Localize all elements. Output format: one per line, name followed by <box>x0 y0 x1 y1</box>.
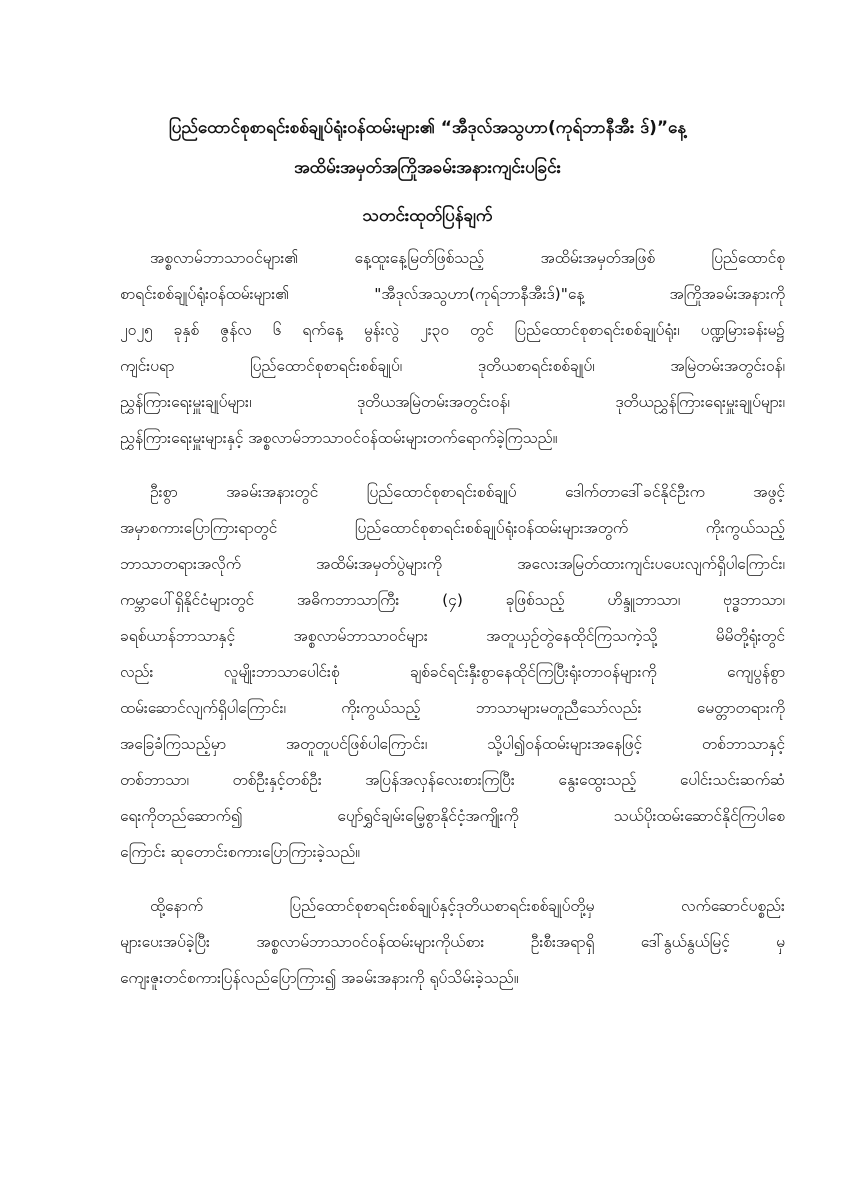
paragraph-line: ကျင်းပရာ ပြည်ထောင်စုစာရင်းစစ်ချုပ်၊ ဒုတိယစာရင်းစစ်ချုပ်၊ အမြဲတမ်းအတွင်းဝန်၊ <box>120 357 785 375</box>
paragraph-line: အမှာစကားပြောကြားရာတွင် ပြည်ထောင်စုစာရင်းစစ်ချုပ်ရုံးဝန်ထမ်းများအတွက် ကိုးကွယ်သည့် <box>120 519 785 537</box>
paragraph-line: ဦးစွာ အခမ်းအနားတွင် ပြည်ထောင်စုစာရင်းစစ်ချုပ် ဒေါက်တာဒေါ်ခင်နိုင်ဦးက အဖွင့် <box>150 483 785 501</box>
paragraph-line: ညွှန်ကြားရေးမှူးများနှင့် အစ္စလာမ်ဘာသာဝင်ဝန်ထမ်းများတက်ရောက်ခဲ့ကြသည်။ <box>120 429 558 447</box>
paragraph-line: ခရစ်ယာန်ဘာသာနှင့် အစ္စလာမ်ဘာသာဝင်များ အတူယှဉ်တွဲနေထိုင်ကြသကဲ့သို့ မိမိတို့ရုံးတွင် <box>120 627 785 645</box>
paragraph-line: ထို့နောက် ပြည်ထောင်စုစာရင်းစစ်ချုပ်နှင့်ဒုတိယစာရင်းစစ်ချုပ်တို့မှ လက်ဆောင်ပစ္စည်း <box>150 897 785 915</box>
document-title-line-2: အထိမ်းအမှတ်အကြိုအခမ်းအနားကျင်းပခြင်း <box>294 158 561 178</box>
paragraph-3 <box>120 888 785 996</box>
paragraph-line: လည်း လူမျိုးဘာသာပေါင်းစုံ ချစ်ခင်ရင်းနှီးစွာနေထိုင်ကြပြီးရုံးတာဝန်များကို ကျေပွန်စွာ <box>120 663 785 681</box>
document-subtitle: သတင်းထုတ်ပြန်ချက် <box>362 206 493 226</box>
paragraph-line: များပေးအပ်ခဲ့ပြီး အစ္စလာမ်ဘာသာဝင်ဝန်ထမ်းများကိုယ်စား ဦးစီးအရာရှိ ဒေါ်နွယ်နွယ်မြင့် မှ <box>120 933 785 951</box>
paragraph-line: စာရင်းစစ်ချုပ်ရုံးဝန်ထမ်းများ၏ "အီဒုလ်အသွဟာ(ကုရ်ဘာနီအီးဒ်)"နေ့ အကြိုအခမ်းအနားကို <box>120 285 785 303</box>
document-body <box>120 240 785 1014</box>
document-title-line-1: ပြည်ထောင်စုစာရင်းစစ်ချုပ်ရုံးဝန်ထမ်းများ၏ “အီဒုလ်အသွဟာ(ကုရ်ဘာနီအီး ဒ်)”နေ့ <box>168 118 687 138</box>
paragraph-line: ၂၀၂၅ ခုနှစ် ဇွန်လ ၆ ရက်နေ့ မွန်းလွဲ ၂း၃၀ တွင် ပြည်ထောင်စုစာရင်းစစ်ချုပ်ရုံး၊ ပဏ္ဍမြားခန်းမ၌ <box>120 321 785 339</box>
paragraph-line: ကျေးဇူးတင်စကားပြန်လည်ပြောကြား၍ အခမ်းအနားကို ရုပ်သိမ်းခဲ့သည်။ <box>120 969 519 987</box>
paragraph-line: ကမ္ဘာပေါ်ရှိနိုင်ငံများတွင် အဓိကဘာသာကြီး (၄) ခုဖြစ်သည့် ဟိန္ဒူဘာသာ၊ ဗုဒ္ဓဘာသာ၊ <box>120 591 785 609</box>
paragraph-1 <box>120 240 785 456</box>
paragraph-line: အခြေခံကြသည့်မှာ အတူတူပင်ဖြစ်ပါကြောင်း၊ သို့ပါ၍ဝန်ထမ်းများအနေဖြင့် တစ်ဘာသာနှင့် <box>120 735 785 753</box>
paragraph-line: တစ်ဘာသာ၊ တစ်ဦးနှင့်တစ်ဦး အပြန်အလှန်လေးစားကြပြီး နွေးထွေးသည့် ပေါင်းသင်းဆက်ဆံ <box>120 771 785 789</box>
document-header <box>120 108 735 236</box>
paragraph-2 <box>120 474 785 870</box>
paragraph-line: ဘာသာတရားအလိုက် အထိမ်းအမှတ်ပွဲများကို အလေးအမြတ်ထားကျင်းပပေးလျက်ရှိပါကြောင်း၊ <box>120 555 785 573</box>
paragraph-line: ရေးကိုတည်ဆောက်၍ ပျော်ရွှင်ချမ်းမြေ့စွာနိုင်ငံ့အကျိုးကို သယ်ပိုးထမ်းဆောင်နိုင်ကြပါစေ <box>120 807 785 825</box>
paragraph-line: အစ္စလာမ်ဘာသာဝင်များ၏ နေ့ထူးနေ့မြတ်ဖြစ်သည့် အထိမ်းအမှတ်အဖြစ် ပြည်ထောင်စု <box>150 249 785 267</box>
paragraph-line: ညွှန်ကြားရေးမှူးချုပ်များ၊ ဒုတိယအမြဲတမ်းအတွင်းဝန်၊ ဒုတိယညွှန်ကြားရေးမှူးချုပ်များ၊ <box>120 393 785 411</box>
paragraph-line: ကြောင်း ဆုတောင်းစကားပြောကြားခဲ့သည်။ <box>120 843 360 861</box>
paragraph-line: ထမ်းဆောင်လျက်ရှိပါကြောင်း၊ ကိုးကွယ်သည့် ဘာသာများမတူညီသော်လည်း မေတ္တာတရားကို <box>120 699 785 717</box>
